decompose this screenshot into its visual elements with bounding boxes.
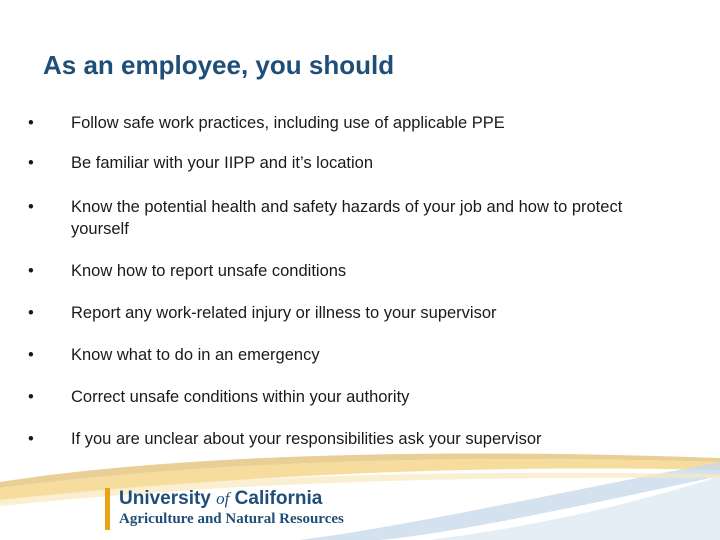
bullet-marker: • <box>28 346 34 364</box>
bullet-marker: • <box>28 304 34 322</box>
bullet-text: Correct unsafe conditions within your authority <box>71 388 410 406</box>
bullet-marker: • <box>28 388 34 406</box>
logo-word-of: of <box>216 489 230 508</box>
logo-word-california: California <box>229 488 323 509</box>
bullet-text: Report any work-related injury or illness to your supervisor <box>71 304 497 322</box>
bullet-marker: • <box>28 430 34 448</box>
logo-gold-bar <box>105 488 110 530</box>
bullet-text: If you are unclear about your responsibilities ask your supervisor <box>71 430 542 448</box>
bullet-marker: • <box>28 154 34 172</box>
logo-division-name: Agriculture and Natural Resources <box>119 511 344 527</box>
bullet-marker: • <box>28 114 34 132</box>
list-item <box>28 344 648 366</box>
list-item <box>28 302 648 324</box>
list-item <box>28 386 648 408</box>
list-item <box>28 196 648 240</box>
logo-text <box>119 488 344 530</box>
bullet-marker: • <box>28 262 34 280</box>
bullet-text: Be familiar with your IIPP and it’s location <box>71 154 374 172</box>
bullet-text: Know what to do in an emergency <box>71 346 320 364</box>
list-item <box>28 260 648 282</box>
bullet-text: Follow safe work practices, including use of applicable PPE <box>71 114 505 132</box>
logo-word-university: University <box>119 488 217 509</box>
logo-university-name <box>119 488 344 510</box>
list-item <box>28 152 648 174</box>
slide-title: As an employee, you should <box>43 50 395 80</box>
uc-anr-logo <box>105 488 344 530</box>
bullet-marker: • <box>28 198 34 216</box>
bullet-text: Know the potential health and safety hazards of your job and how to protect yourself <box>71 198 623 238</box>
bullet-text: Know how to report unsafe conditions <box>71 262 347 280</box>
list-item <box>28 112 648 134</box>
